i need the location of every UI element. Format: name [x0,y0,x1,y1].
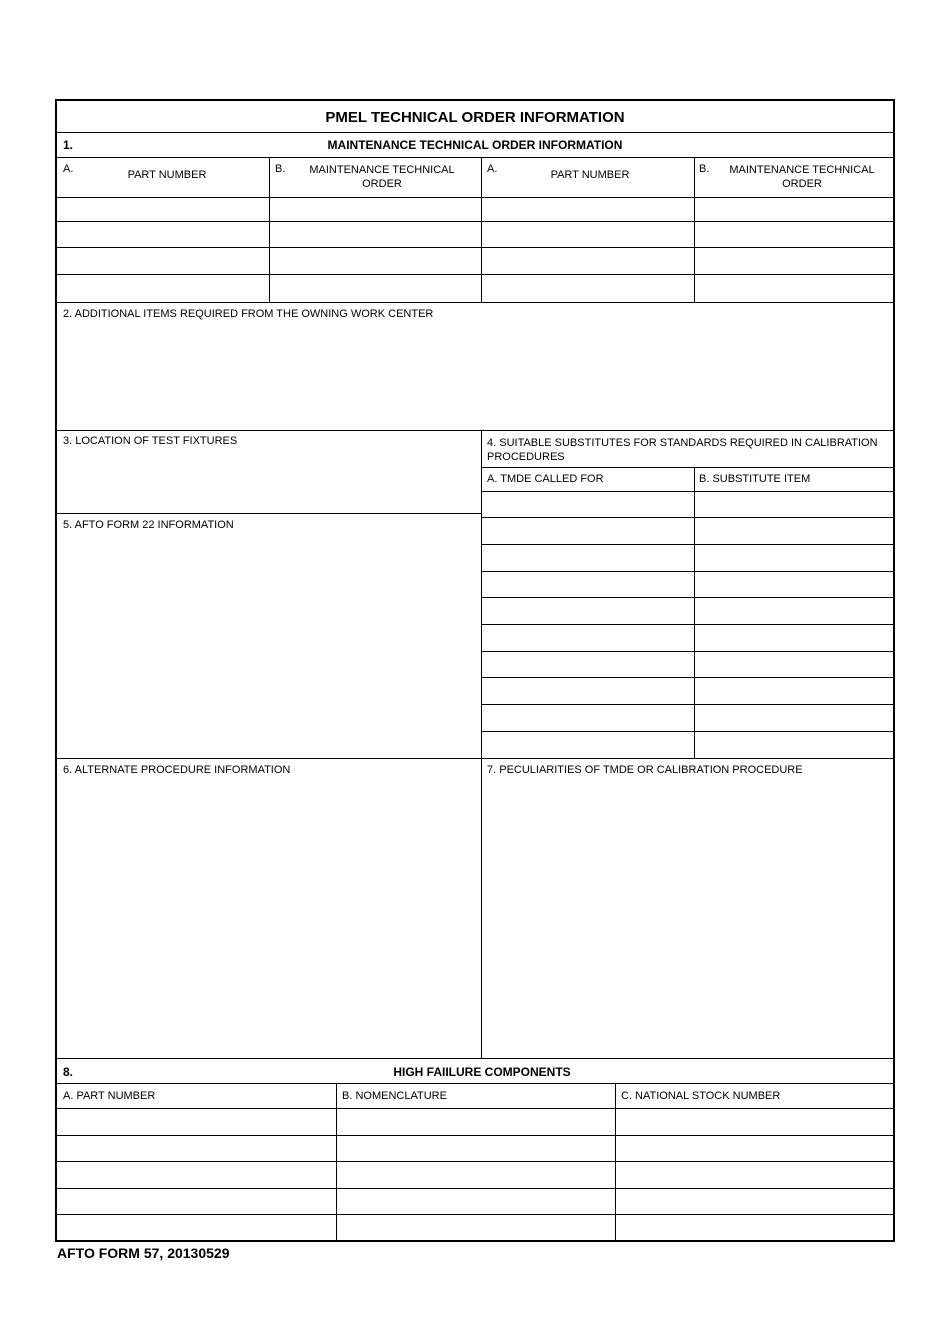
additional-items-input[interactable] [57,323,893,429]
s4-row4-substitute-input[interactable] [695,572,893,597]
divider [57,1083,893,1084]
s1-left-col-a-label: PART NUMBER [127,169,207,181]
s4-row3-tmde-input[interactable] [482,545,694,571]
s4-row5-substitute-input[interactable] [695,598,893,624]
s1-row4-right-mto-input[interactable] [695,275,893,302]
section-5-label: 5. AFTO FORM 22 INFORMATION [63,519,234,531]
divider [57,430,893,431]
form-title: PMEL TECHNICAL ORDER INFORMATION [325,109,625,126]
s1-row1-left-part-number-input[interactable] [57,198,269,221]
s1-row1-left-mto-input[interactable] [270,198,481,221]
s8-row2-nomenclature-input[interactable] [337,1136,615,1161]
s1-row2-right-part-number-input[interactable] [482,222,694,247]
s4-row7-tmde-input[interactable] [482,652,694,677]
form-footer: AFTO FORM 57, 20130529 [57,1245,230,1261]
s1-row4-right-part-number-input[interactable] [482,275,694,302]
s8-row5-nomenclature-input[interactable] [337,1215,615,1240]
s4-row5-tmde-input[interactable] [482,598,694,624]
s8-col-c-label: C. NATIONAL STOCK NUMBER [621,1090,781,1102]
s4-row3-substitute-input[interactable] [695,545,893,571]
s4-row2-tmde-input[interactable] [482,518,694,544]
test-fixtures-location-input[interactable] [57,451,481,513]
s8-row4-nsn-input[interactable] [616,1189,893,1214]
divider [57,157,893,158]
s8-row1-nomenclature-input[interactable] [337,1109,615,1135]
s4-row2-substitute-input[interactable] [695,518,893,544]
s4-row7-substitute-input[interactable] [695,652,893,677]
divider [57,302,893,303]
s1-left-col-a-letter: A. [63,163,74,175]
s4-row9-substitute-input[interactable] [695,705,893,731]
s8-row2-nsn-input[interactable] [616,1136,893,1161]
s1-row3-left-mto-input[interactable] [270,248,481,274]
s8-row1-part-number-input[interactable] [57,1109,336,1135]
s1-row1-right-part-number-input[interactable] [482,198,694,221]
s1-row3-left-part-number-input[interactable] [57,248,269,274]
s8-row5-nsn-input[interactable] [616,1215,893,1240]
section-1-number: 1. [63,138,74,152]
section-3-label: 3. LOCATION OF TEST FIXTURES [63,435,238,447]
s8-row2-part-number-input[interactable] [57,1136,336,1161]
s8-col-b-label: B. NOMENCLATURE [342,1090,447,1102]
s1-right-col-b-letter: B. [699,163,710,175]
divider [57,132,893,133]
divider [57,513,481,514]
s4-row9-tmde-input[interactable] [482,705,694,731]
s1-left-col-b-label: MAINTENANCE TECHNICAL ORDER [309,164,455,190]
s1-row4-left-mto-input[interactable] [270,275,481,302]
s4-row6-substitute-input[interactable] [695,625,893,651]
s4-row4-tmde-input[interactable] [482,572,694,597]
s1-row3-right-part-number-input[interactable] [482,248,694,274]
s8-row4-nomenclature-input[interactable] [337,1189,615,1214]
s1-right-col-b-label: MAINTENANCE TECHNICAL ORDER [729,164,875,190]
peculiarities-input[interactable] [482,781,893,1058]
divider [57,1058,893,1059]
s4-row6-tmde-input[interactable] [482,625,694,651]
section-8-number: 8. [63,1065,74,1079]
s1-row2-left-part-number-input[interactable] [57,222,269,247]
s1-row3-right-mto-input[interactable] [695,248,893,274]
section-2-label: 2. ADDITIONAL ITEMS REQUIRED FROM THE OWNING WORK CENTER [63,308,434,320]
divider [481,467,893,468]
section-8-title: HIGH FAIILURE COMPONENTS [393,1065,571,1079]
s8-row5-part-number-input[interactable] [57,1215,336,1240]
s8-row3-nsn-input[interactable] [616,1162,893,1188]
s4-row10-substitute-input[interactable] [695,732,893,758]
divider [57,758,893,759]
s4-row8-tmde-input[interactable] [482,678,694,704]
section-6-label: 6. ALTERNATE PROCEDURE INFORMATION [63,764,291,776]
section-7-label: 7. PECULIARITIES OF TMDE OR CALIBRATION PROCEDURE [487,764,803,776]
s4-col-b-label: B. SUBSTITUTE ITEM [699,473,811,485]
s1-row2-left-mto-input[interactable] [270,222,481,247]
s1-row4-left-part-number-input[interactable] [57,275,269,302]
s1-right-col-a-label: PART NUMBER [550,169,630,181]
s4-col-a-label: A. TMDE CALLED FOR [487,473,604,485]
s4-row10-tmde-input[interactable] [482,732,694,758]
s4-row1-substitute-input[interactable] [695,492,893,517]
s8-row3-part-number-input[interactable] [57,1162,336,1188]
s8-col-a-label: A. PART NUMBER [63,1090,156,1102]
s1-row2-right-mto-input[interactable] [695,222,893,247]
afto-form-57 [55,99,895,1242]
s4-row8-substitute-input[interactable] [695,678,893,704]
section-1-title: MAINTENANCE TECHNICAL ORDER INFORMATION [327,138,623,152]
section-4-label: 4. SUITABLE SUBSTITUTES FOR STANDARDS REQUIRED IN CALIBRATION PROCEDURES [487,437,878,463]
afto-form-22-info-input[interactable] [57,535,481,757]
alternate-procedure-input[interactable] [57,781,481,1058]
s1-left-col-b-letter: B. [275,163,286,175]
s1-row1-right-mto-input[interactable] [695,198,893,221]
s8-row1-nsn-input[interactable] [616,1109,893,1135]
s8-row3-nomenclature-input[interactable] [337,1162,615,1188]
s8-row4-part-number-input[interactable] [57,1189,336,1214]
s4-row1-tmde-input[interactable] [482,492,694,517]
s1-right-col-a-letter: A. [487,163,498,175]
